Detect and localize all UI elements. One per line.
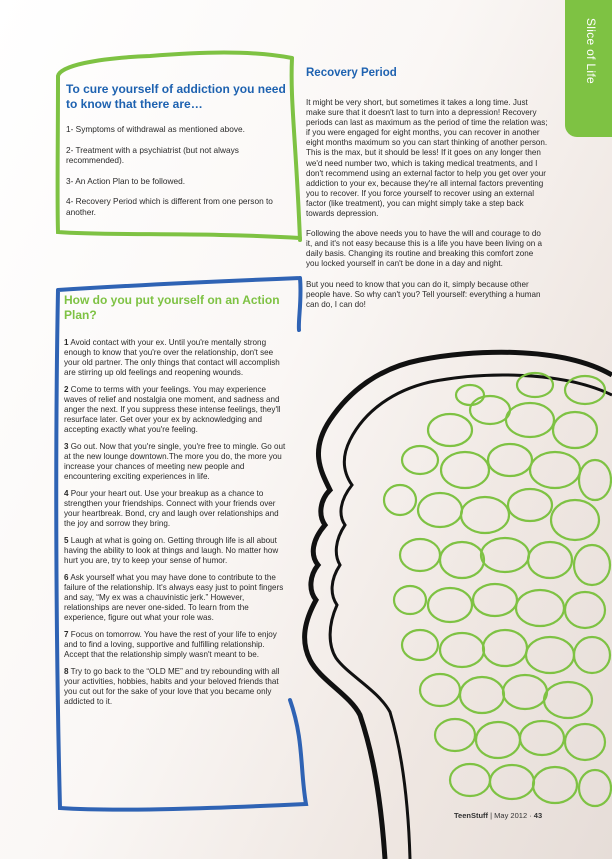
recovery-body bbox=[306, 98, 548, 320]
footer-separator: | bbox=[490, 811, 493, 820]
action-item bbox=[64, 536, 290, 566]
page-footer bbox=[454, 811, 542, 820]
recovery-paragraph: It might be very short, but sometimes it takes a long time. Just make sure that it doesn't last to turn into a depression! Recovery periods can last as maximum as the period of time the relation was; if you were engaged for eight months, you can recover in another eight months maximum so you can start thinking of another person. This is the max, but it should be less! If it goes on any longer then we'd need number two, which is taking medical treatments, and I don't recommend using an external factor to help you get over your addiction to your ex, because they're all internal factors preventing you to recover. If you force yourself to recover using an external factor (like treatment), you can might simply take a step back towards depression. bbox=[306, 98, 548, 219]
action-item-text: Pour your heart out. Use your breakup as a chance to strengthen your friendships. Connect with your friends over your heartbreak. Bond, cry and laugh over relationships and the joy and sorrow they bring. bbox=[64, 489, 279, 528]
action-item-text: Ask yourself what you may have done to contribute to the failure of the relationship. It's always easy just to point fingers and say, “My ex was a chauvinistic jerk.” However, relationships are never one-sided. To learn from the experience, figure out what your role was. bbox=[64, 573, 284, 622]
action-item-number: 4 bbox=[64, 489, 69, 498]
action-item-text: Laugh at what is going on. Getting through life is all about having the ability to look at things and laugh. No matter how hurt you are, try to keep your sense of humor. bbox=[64, 536, 279, 565]
cure-heading: To cure yourself of addiction you need to know that there are… bbox=[66, 82, 286, 111]
action-item-number: 8 bbox=[64, 667, 69, 676]
section-tab-label: Slice of Life bbox=[584, 18, 598, 84]
action-item-text: Come to terms with your feelings. You may experience waves of relief and nostalgia one moment, and sadness and anger the next. If you suppress these intense feelings, they'll resurface later. Get over your ex by acknowledging and accepting exactly what you're feeling. bbox=[64, 385, 281, 434]
action-item-number: 3 bbox=[64, 442, 69, 451]
action-plan-list bbox=[64, 338, 290, 714]
action-item-number: 7 bbox=[64, 630, 69, 639]
recovery-paragraph: Following the above needs you to have the will and courage to do it, and it's not easy because this is a life you have been living on a daily basis. Changing its routine and breaking this comfort zone you locked yourself in can't be done in a day and night. bbox=[306, 229, 542, 269]
page-number: 43 bbox=[533, 811, 543, 820]
recovery-paragraph: But you need to know that you can do it, simply because other people have. So why can't you? Tell yourself: everything a human can do, I can do! bbox=[306, 279, 541, 309]
action-item-number: 1 bbox=[64, 338, 69, 347]
action-item bbox=[64, 630, 290, 660]
action-item-text: Avoid contact with your ex. Until you're mentally strong enough to know that you're over the relationship, don't see your old partner. The only things that contact will accomplish are stirring up old feelings and reopening wounds. bbox=[64, 338, 280, 377]
action-item bbox=[64, 489, 290, 529]
action-item-number: 5 bbox=[64, 536, 69, 545]
issue-date: May 2012 bbox=[494, 811, 528, 820]
action-item-text: Focus on tomorrow. You have the rest of your life to enjoy and to find a loving, supportive and fulfilling relationship. Accept that the relationship simply wasn't meant to be. bbox=[64, 630, 277, 659]
action-plan-heading: How do you put yourself on an Action Plan? bbox=[64, 293, 280, 322]
cure-list-item: 1- Symptoms of withdrawal as mentioned above. bbox=[66, 124, 245, 134]
scribble-brain bbox=[384, 373, 611, 806]
action-item bbox=[64, 573, 290, 623]
cure-list-item: 2- Treatment with a psychiatrist (but not always recommended). bbox=[66, 144, 239, 165]
recovery-heading: Recovery Period bbox=[306, 67, 397, 79]
action-item-number: 6 bbox=[64, 573, 69, 582]
action-item bbox=[64, 667, 290, 707]
section-tab bbox=[565, 0, 612, 137]
action-item-text: Go out. Now that you're single, you're free to mingle. Go out at the new lounge downtown.The more you do, the more you increase your chances of meeting new people and encountering exciting experiences in life. bbox=[64, 442, 286, 481]
cure-list-item: 4- Recovery Period which is different from one person to another. bbox=[66, 196, 273, 217]
action-item-text: Try to go back to the “OLD ME” and try rebounding with all your activities, hobbies, habits and your beloved friends that you cut out for the sake of your love that you became only addicted to it. bbox=[64, 667, 280, 706]
action-item bbox=[64, 338, 290, 378]
cure-list-item: 3- An Action Plan to be followed. bbox=[66, 175, 186, 186]
action-item bbox=[64, 442, 290, 482]
action-item-number: 2 bbox=[64, 385, 69, 394]
footer-separator: · bbox=[529, 811, 532, 820]
magazine-name: TeenStuff bbox=[454, 811, 489, 820]
cure-list bbox=[66, 124, 286, 227]
action-item bbox=[64, 385, 290, 435]
